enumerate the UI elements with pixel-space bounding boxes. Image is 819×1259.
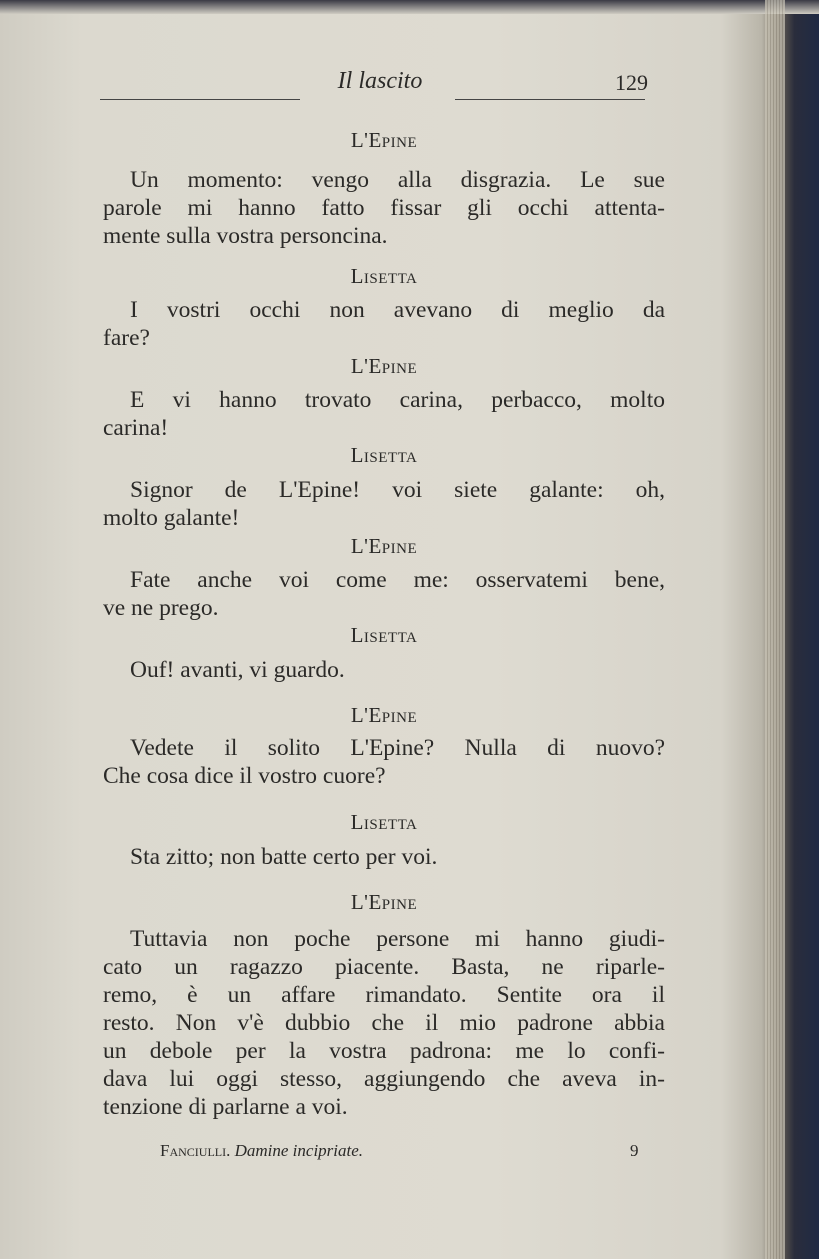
- speaker-name: Lisetta: [350, 623, 418, 647]
- page-number: 129: [615, 70, 648, 95]
- dialogue-line: Fate anche voi come me: osservatemi bene,: [130, 567, 665, 593]
- speaker-name: L'Epine: [350, 534, 418, 558]
- speaker-name: L'Epine: [350, 128, 418, 152]
- running-head-title: Il lascito: [337, 68, 423, 94]
- dialogue-line: molto galante!: [103, 505, 240, 531]
- dialogue-line: Signor de L'Epine! voi siete galante: oh,: [130, 477, 665, 503]
- footer-signature-line: [160, 1141, 363, 1161]
- dialogue-line: parole mi hanno fatto fissar gli occhi attenta-: [103, 195, 665, 221]
- dialogue-line: resto. Non v'è dubbio che il mio padrone abbia: [103, 1010, 665, 1036]
- dialogue-line: ve ne prego.: [103, 595, 219, 621]
- speaker-name: Lisetta: [350, 443, 418, 467]
- header-rule-right: [455, 99, 645, 100]
- page-edges: [765, 0, 785, 1259]
- speaker-name: Lisetta: [350, 810, 418, 834]
- dialogue-line: Ouf! avanti, vi guardo.: [130, 657, 345, 683]
- speaker-name: L'Epine: [350, 890, 418, 914]
- speaker-name: Lisetta: [350, 264, 418, 288]
- dialogue-line: Che cosa dice il vostro cuore?: [103, 763, 386, 789]
- dialogue-line: cato un ragazzo piacente. Basta, ne riparle-: [103, 954, 665, 980]
- dialogue-line: E vi hanno trovato carina, perbacco, molto: [130, 387, 665, 413]
- dialogue-line: I vostri occhi non avevano di meglio da: [130, 297, 665, 323]
- speaker-name: L'Epine: [350, 703, 418, 727]
- dialogue-line: remo, è un affare rimandato. Sentite ora il: [103, 982, 665, 1008]
- dialogue-line: Sta zitto; non batte certo per voi.: [130, 844, 438, 870]
- footer-author: Fanciulli.: [160, 1141, 231, 1160]
- dialogue-line: dava lui oggi stesso, aggiungendo che aveva in-: [103, 1066, 665, 1092]
- dialogue-line: carina!: [103, 415, 169, 441]
- dialogue-line: fare?: [103, 325, 150, 351]
- dialogue-line: Tuttavia non poche persone mi hanno giudi-: [130, 926, 665, 952]
- footer-signature-mark: 9: [630, 1141, 639, 1160]
- page-top-shadow: [0, 0, 819, 14]
- speaker-name: L'Epine: [350, 354, 418, 378]
- footer-book-title: Damine incipriate.: [234, 1141, 364, 1160]
- dialogue-line: Un momento: vengo alla disgrazia. Le sue: [130, 167, 665, 193]
- dialogue-line: un debole per la vostra padrona: me lo confi-: [103, 1038, 665, 1064]
- header-rule-left: [100, 99, 300, 100]
- dialogue-line: mente sulla vostra personcina.: [103, 223, 388, 249]
- dialogue-line: Vedete il solito L'Epine? Nulla di nuovo?: [130, 735, 665, 761]
- dialogue-line: tenzione di parlarne a voi.: [103, 1094, 348, 1120]
